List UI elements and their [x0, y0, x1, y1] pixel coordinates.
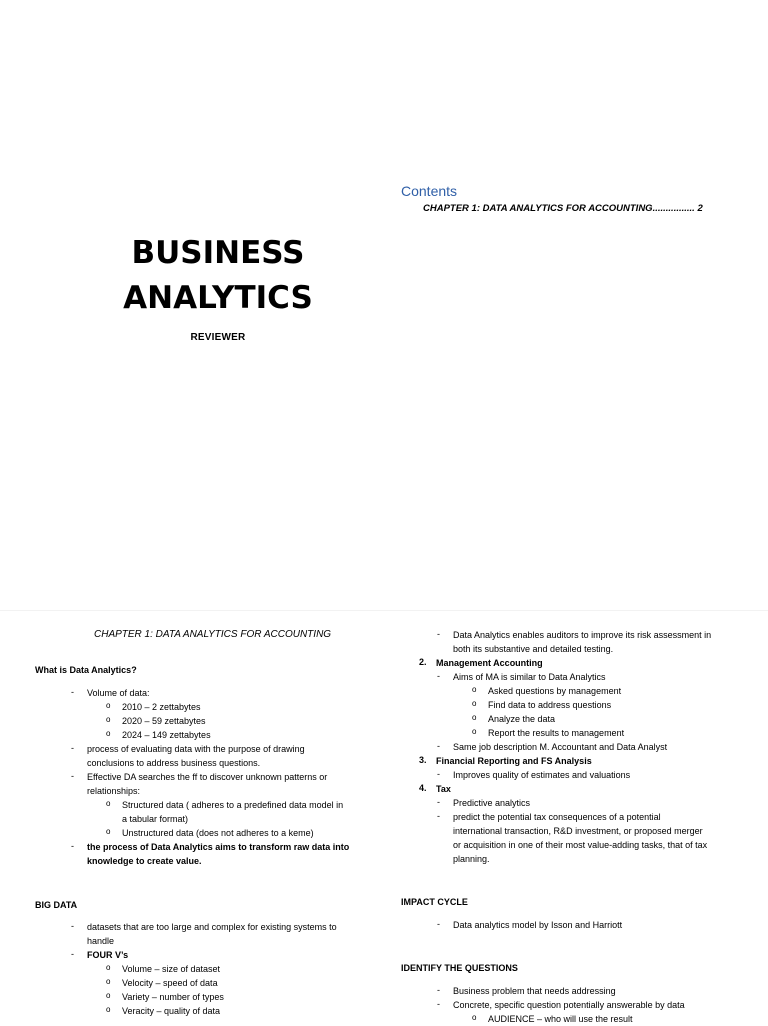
v-item: Volume – size of dataset — [122, 964, 221, 974]
bullet-circle: o — [472, 685, 477, 694]
bullet-circle: o — [106, 963, 111, 972]
bullet-circle: o — [472, 699, 477, 708]
predict-line-3: or acquisition in one of their most value-adding tasks, that of tax — [453, 840, 708, 850]
volume-item: 2020 – 59 zettabytes — [122, 716, 206, 726]
bullet-dash: - — [437, 629, 440, 639]
v-item: Velocity – speed of data — [122, 978, 218, 988]
auditors-line-2: both its substantive and detailed testing. — [453, 644, 614, 654]
v-item: Variety – number of types — [122, 992, 224, 1002]
aim-line-1: the process of Data Analytics aims to transform raw data into — [87, 842, 350, 852]
bullet-circle: o — [106, 799, 111, 808]
structured-line-2: a tabular format) — [122, 814, 189, 824]
bullet-dash: - — [437, 741, 440, 751]
four-v-label: FOUR V’s — [87, 950, 129, 960]
big-data-heading: BIG DATA — [35, 900, 78, 910]
volume-label: Volume of data: — [87, 688, 150, 698]
aims-line: Aims of MA is similar to Data Analytics — [453, 672, 606, 682]
bullet-circle: o — [106, 977, 111, 986]
list-number: 2. — [419, 657, 427, 667]
datasets-line-2: handle — [87, 936, 115, 946]
toc-entry-chapter-1[interactable]: CHAPTER 1: DATA ANALYTICS FOR ACCOUNTING................ 2 — [423, 203, 703, 214]
bullet-circle: o — [106, 991, 111, 1000]
impact-cycle-heading: IMPACT CYCLE — [401, 897, 468, 907]
bullet-dash: - — [437, 797, 440, 807]
bullet-circle: o — [472, 1013, 477, 1022]
effective-line-1: Effective DA searches the ff to discover unknown patterns or — [87, 772, 328, 782]
bullet-circle: o — [472, 713, 477, 722]
bullet-circle: o — [106, 1005, 111, 1014]
predictive-line: Predictive analytics — [453, 798, 531, 808]
bullet-circle: o — [106, 701, 111, 710]
impact-item: Data analytics model by Isson and Harriott — [453, 920, 623, 930]
list-number: 4. — [419, 783, 427, 793]
bullet-dash: - — [437, 769, 440, 779]
bullet-dash: - — [71, 743, 74, 753]
bullet-dash: - — [437, 919, 440, 929]
bullet-dash: - — [71, 949, 74, 959]
bullet-dash: - — [437, 999, 440, 1009]
aims-item: Analyze the data — [488, 714, 556, 724]
aims-item: Report the results to management — [488, 728, 625, 738]
bullet-dash: - — [437, 985, 440, 995]
cover-title-line1: BUSINESS — [131, 235, 305, 271]
audience-item: AUDIENCE – who will use the result — [488, 1014, 633, 1024]
fr-heading: Financial Reporting and FS Analysis — [436, 756, 592, 766]
same-job-line: Same job description M. Accountant and Data Analyst — [453, 742, 668, 752]
page-divider — [0, 610, 768, 611]
what-is-da-heading: What is Data Analytics? — [35, 665, 137, 675]
volume-item: 2010 – 2 zettabytes — [122, 702, 201, 712]
process-line-1: process of evaluating data with the purpose of drawing — [87, 744, 305, 754]
bullet-circle: o — [472, 727, 477, 736]
aim-line-2: knowledge to create value. — [87, 856, 202, 866]
cover-title-line2: ANALYTICS — [123, 280, 313, 316]
bullet-circle: o — [106, 715, 111, 724]
identify-item: Business problem that needs addressing — [453, 986, 616, 996]
bullet-circle: o — [106, 729, 111, 738]
auditors-line-1: Data Analytics enables auditors to improve its risk assessment in — [453, 630, 712, 640]
effective-line-2: relationships: — [87, 786, 141, 796]
v-item: Veracity – quality of data — [122, 1006, 221, 1016]
unstructured-item: Unstructured data (does not adheres to a keme) — [122, 828, 314, 838]
predict-line-2: international transaction, R&D investment, or proposed merger — [453, 826, 703, 836]
aims-item: Asked questions by management — [488, 686, 622, 696]
contents-heading: Contents — [401, 183, 458, 199]
identify-item: Concrete, specific question potentially answerable by data — [453, 1000, 685, 1010]
datasets-line-1: datasets that are too large and complex for existing systems to — [87, 922, 337, 932]
bullet-dash: - — [71, 687, 74, 697]
bullet-dash: - — [71, 841, 74, 851]
list-number: 3. — [419, 755, 427, 765]
tax-heading: Tax — [436, 784, 451, 794]
predict-line-1: predict the potential tax consequences of a potential — [453, 812, 661, 822]
aims-item: Find data to address questions — [488, 700, 612, 710]
process-line-2: conclusions to address business questions. — [87, 758, 261, 768]
cover-subtitle: REVIEWER — [190, 332, 246, 343]
chapter-heading: CHAPTER 1: DATA ANALYTICS FOR ACCOUNTING — [94, 629, 332, 640]
identify-questions-heading: IDENTIFY THE QUESTIONS — [401, 963, 518, 973]
predict-line-4: planning. — [453, 854, 490, 864]
volume-item: 2024 – 149 zettabytes — [122, 730, 211, 740]
improves-line: Improves quality of estimates and valuations — [453, 770, 631, 780]
bullet-dash: - — [71, 921, 74, 931]
bullet-dash: - — [437, 671, 440, 681]
bullet-dash: - — [437, 811, 440, 821]
bullet-dash: - — [71, 771, 74, 781]
structured-line-1: Structured data ( adheres to a predefined data model in — [122, 800, 344, 810]
bullet-circle: o — [106, 827, 111, 836]
mgmt-heading: Management Accounting — [436, 658, 543, 668]
